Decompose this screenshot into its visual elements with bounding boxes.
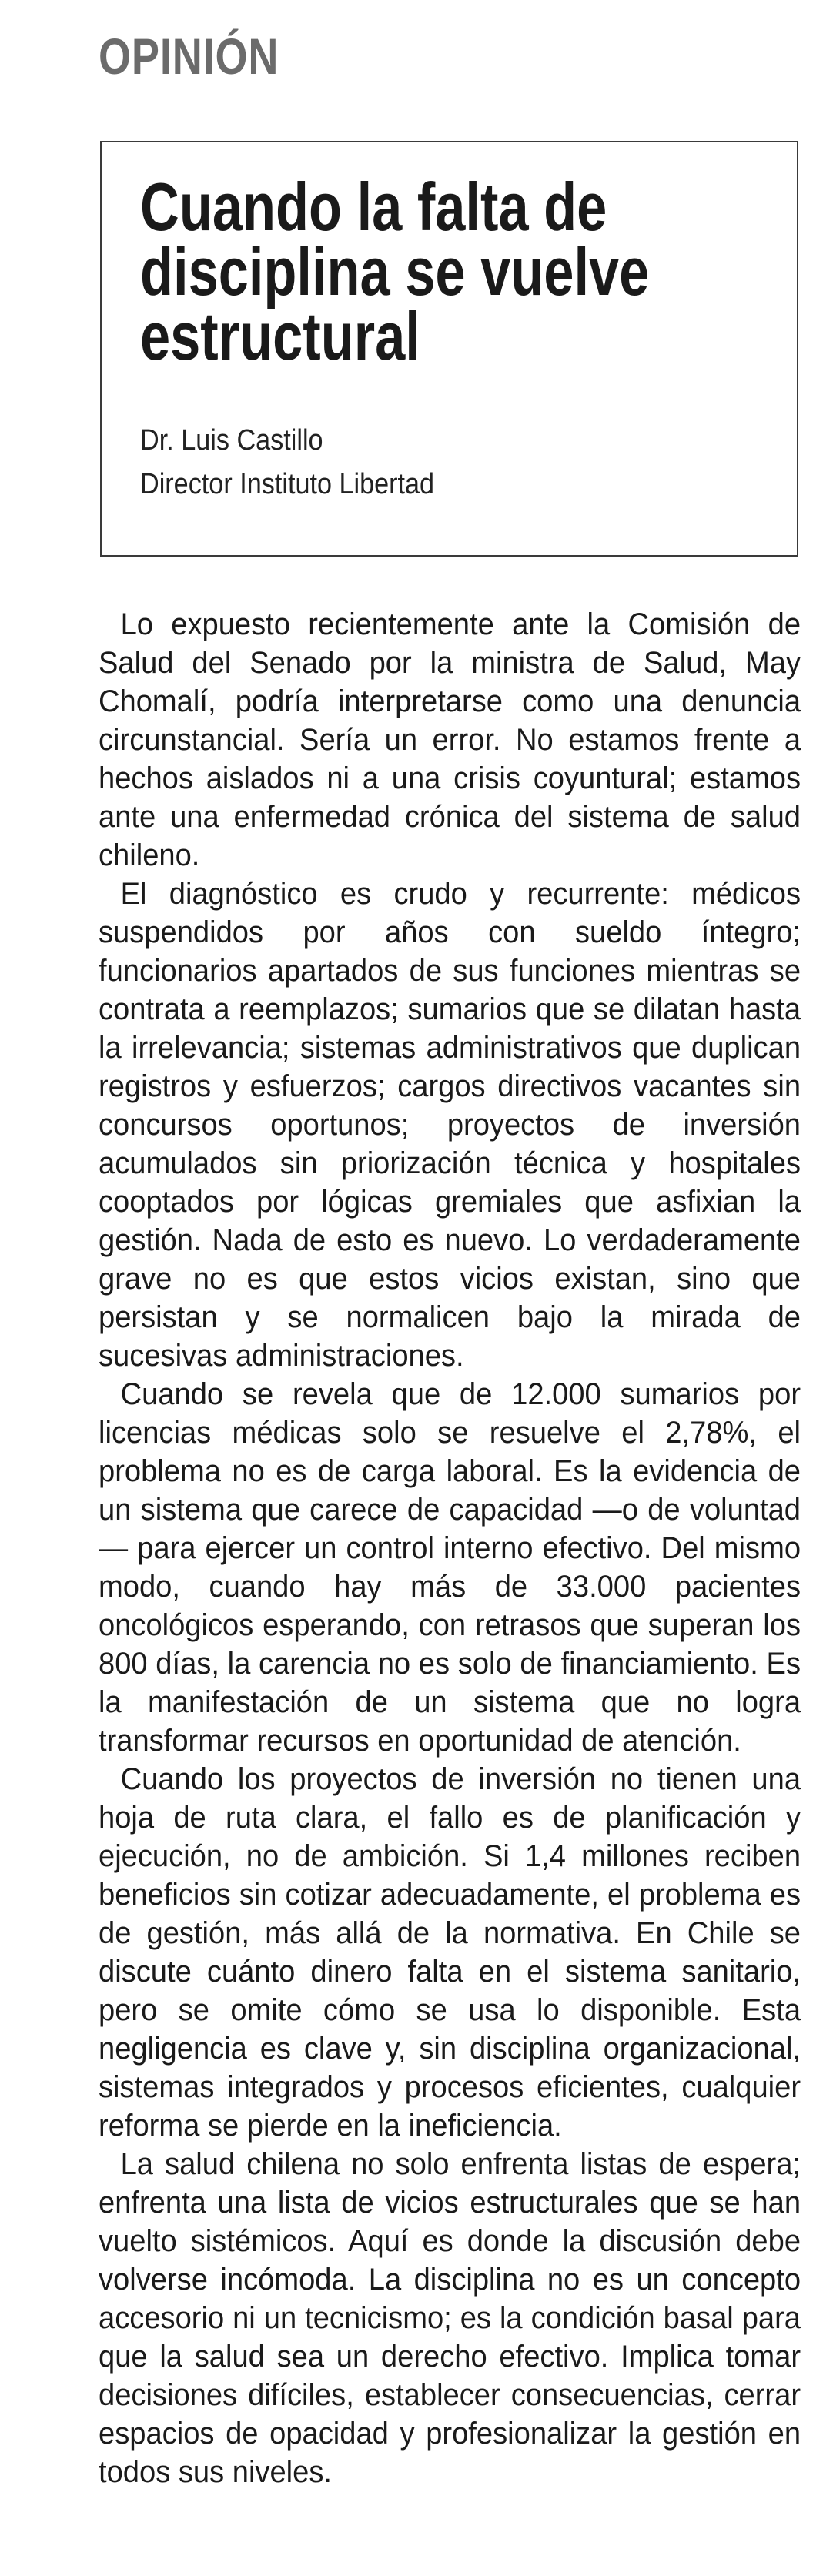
paragraph: La salud chilena no solo enfrenta listas de espera; enfrenta una lista de vicios estructurales que se han vuelto sistémicos. Aquí es donde la discusión debe volverse incómoda. La disciplina no es un concepto accesorio ni un tecnicismo; es la condición basal para que la salud sea un derecho efectivo. Implica tomar decisiones difíciles, establecer consecuencias, cerrar espacios de opacidad y profesionalizar la gestión en todos sus niveles. — [99, 2147, 801, 2489]
author-role: Director Instituto Libertad — [140, 468, 435, 500]
paragraph: Cuando se revela que de 12.000 sumarios por licencias médicas solo se resuelve el 2,78%, el problema no es de carga laboral. Es la evidencia de un sistema que carece de capacidad —o de voluntad— para ejercer un control interno efectivo. Del mismo modo, cuando hay más de 33.000 pacientes oncológicos esperando, con retrasos que superan los 800 días, la carencia no es solo de financiamiento. Es la manifestación de un sistema que no logra transformar recursos en oportunidad de atención. — [99, 1377, 801, 1758]
article-body — [99, 605, 801, 2491]
author-name: Dr. Luis Castillo — [140, 424, 323, 457]
paragraph: Lo expuesto recientemente ante la Comisión de Salud del Senado por la ministra de Salud, May Chomalí, podría interpretarse como una denuncia circunstancial. Sería un error. No estamos frente a hechos aislados ni a una crisis coyuntural; estamos ante una enfermedad crónica del sistema de salud chileno. — [99, 607, 801, 872]
section-label: OPINIÓN — [99, 28, 279, 85]
headline-box — [100, 141, 798, 557]
paragraph: El diagnóstico es crudo y recurrente: médicos suspendidos por años con sueldo íntegro; funcionarios apartados de sus funciones mientras se contrata a reemplazos; sumarios que se dilatan hasta la irrelevancia; sistemas administrativos que duplican registros y esfuerzos; cargos directivos vacantes sin concursos oportunos; proyectos de inversión acumulados sin priorización técnica y hospitales cooptados por lógicas gremiales que asfixian la gestión. Nada de esto es nuevo. Lo verdaderamente grave no es que estos vicios existan, sino que persistan y se normalicen bajo la mirada de sucesivas administraciones. — [99, 877, 801, 1373]
paragraph: Cuando los proyectos de inversión no tienen una hoja de ruta clara, el fallo es de planificación y ejecución, no de ambición. Si 1,4 millones reciben beneficios sin cotizar adecuadamente, el problema es de gestión, más allá de la normativa. En Chile se discute cuánto dinero falta en el sistema sanitario, pero se omite cómo se usa lo disponible. Esta negligencia es clave y, sin disciplina organizacional, sistemas integrados y procesos eficientes, cualquier reforma se pierde en la ineficiencia. — [99, 1762, 801, 2143]
article-headline: Cuando la falta de disciplina se vuelve estructural — [140, 169, 650, 374]
